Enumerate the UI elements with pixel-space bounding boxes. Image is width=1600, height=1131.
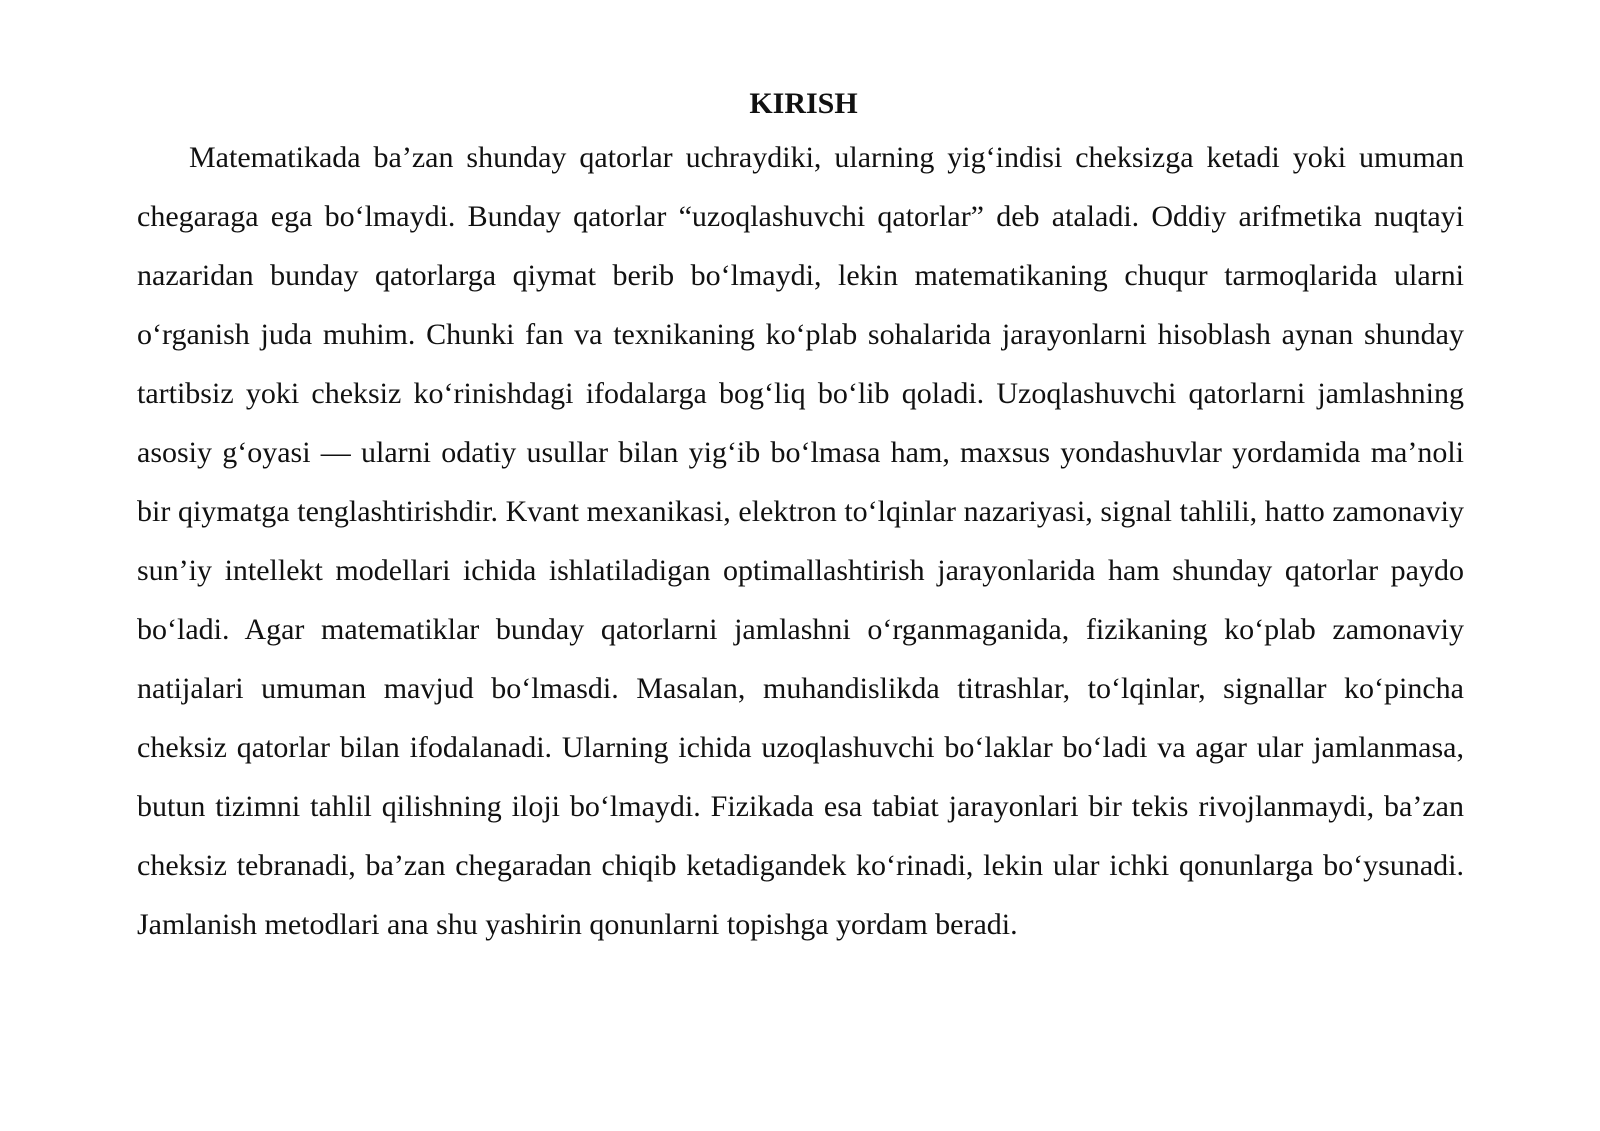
document-content xyxy=(137,82,1464,954)
section-heading: KIRISH xyxy=(749,87,858,120)
body-paragraph: Matematikada ba’zan shunday qatorlar uchraydiki, ularning yig‘indisi cheksizga ketadi yoki umuman chegaraga ega bo‘lmaydi. Bunday qatorlar “uzoqlashuvchi qatorlar” deb ataladi. Oddiy arifmetika nuqtayi nazaridan bunday qatorlarga qiymat berib bo‘lmaydi, lekin matematikaning chuqur tarmoqlarida ularni o‘rganish juda muhim. Chunki fan va texnikaning ko‘plab sohalarida jarayonlarni hisoblash aynan shunday tartibsiz yoki cheksiz ko‘rinishdagi ifodalarga bog‘liq bo‘lib qoladi. Uzoqlashuvchi qatorlarni jamlashning asosiy g‘oyasi — ularni odatiy usullar bilan yig‘ib bo‘lmasa ham, maxsus yondashuvlar yordamida ma’noli bir qiymatga tenglashtirishdir. Kvant mexanikasi, elektron to‘lqinlar nazariyasi, signal tahlili, hatto zamonaviy sun’iy intellekt modellari ichida ishlatiladigan optimallashtirish jarayonlarida ham shunday qatorlar paydo bo‘ladi. Agar matematiklar bunday qatorlarni jamlashni o‘rganmaganida, fizikaning ko‘plab zamonaviy natijalari umuman mavjud bo‘lmasdi. Masalan, muhandislikda titrashlar, to‘lqinlar, signallar ko‘pincha cheksiz qatorlar bilan ifodalanadi. Ularning ichida uzoqlashuvchi bo‘laklar bo‘ladi va agar ular jamlanmasa, butun tizimni tahlil qilishning iloji bo‘lmaydi. Fizikada esa tabiat jarayonlari bir tekis rivojlanmaydi, ba’zan cheksiz tebranadi, ba’zan chegaradan chiqib ketadigandek ko‘rinadi, lekin ular ichki qonunlarga bo‘ysunadi. Jamlanish metodlari ana shu yashirin qonunlarni topishga yordam beradi. xyxy=(137,141,1464,941)
